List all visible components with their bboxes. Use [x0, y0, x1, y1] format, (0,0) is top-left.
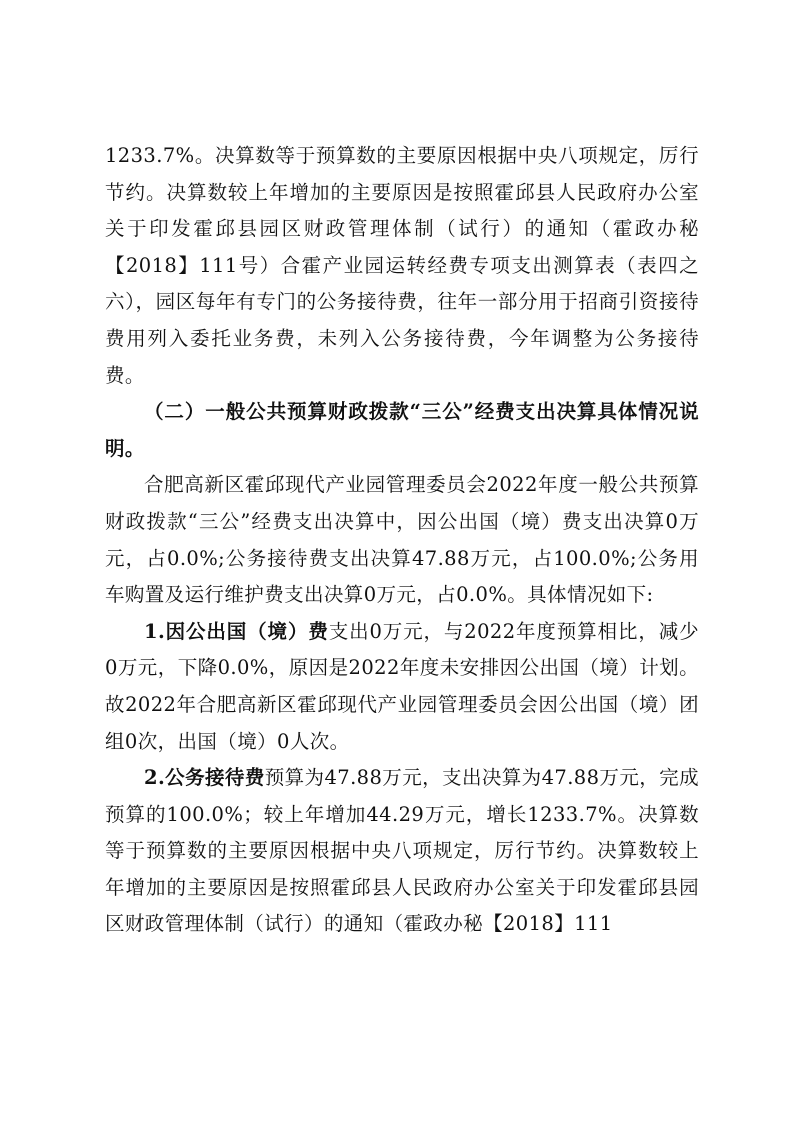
paragraph-summary: 合肥高新区霍邱现代产业园管理委员会2022年度一般公共预算财政拨款“三公”经费支出决算中，因公出国（境）费支出决算0万元，占0.0%;公务接待费支出决算47.88万元，占100.0%;公务用车购置及运行维护费支出决算0万元，占0.0%。具体情况如下:	[105, 473, 699, 607]
item-reception-text: 预算为47.88万元，支出决算为47.88万元，完成预算的100.0%；较上年增加44.29万元，增长1233.7%。决算数等于预算数的主要原因根据中央八项规定，厉行节约。决算数较上年增加的主要原因是按照霍邱县人民政府办公室关于印发霍邱县园区财政管理体制（试行）的通知（霍政办秘【2018】111	[105, 766, 699, 936]
document-body	[105, 138, 699, 943]
item-overseas-travel-title: 1.因公出国（境）费	[144, 619, 329, 643]
item-overseas-travel-text: 支出0万元，与2022年度预算相比，减少0万元，下降0.0%，原因是2022年度未安排因公出国（境）计划。故2022年合肥高新区霍邱现代产业园管理委员会因公出国（境）团组0次，出国（境）0人次。	[105, 619, 699, 753]
item-reception	[105, 760, 699, 943]
paragraph-continuation: 1233.7%。决算数等于预算数的主要原因根据中央八项规定，厉行节约。决算数较上年增加的主要原因是按照霍邱县人民政府办公室关于印发霍邱县园区财政管理体制（试行）的通知（霍政办秘【2018】111号）合霍产业园运转经费专项支出测算表（表四之六），园区每年有专门的公务接待费，往年一部分用于招商引资接待费用列入委托业务费，未列入公务接待费，今年调整为公务接待费。	[105, 144, 699, 387]
section-heading: （二）一般公共预算财政拨款“三公”经费支出决算具体情况说明。	[105, 400, 699, 460]
item-reception-title: 2.公务接待费	[144, 766, 265, 790]
item-overseas-travel	[105, 614, 699, 760]
